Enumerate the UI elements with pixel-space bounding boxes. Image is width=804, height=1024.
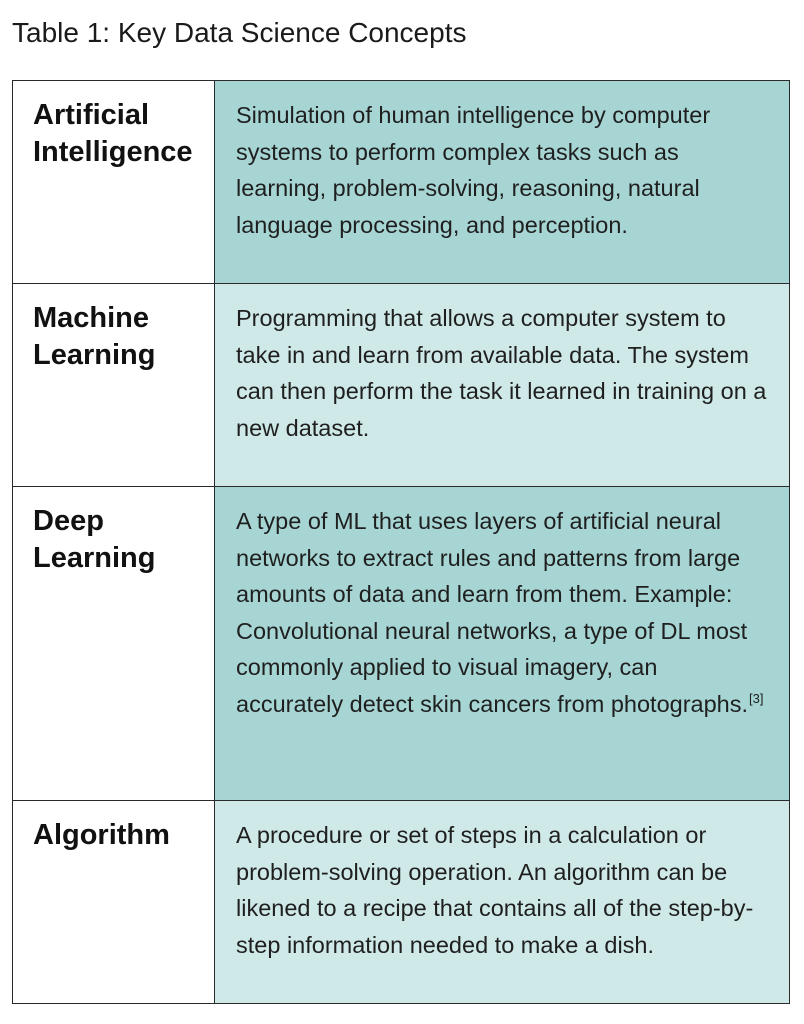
definition-cell	[215, 487, 790, 801]
term-cell	[13, 487, 215, 801]
term-cell	[13, 81, 215, 284]
table-row	[13, 81, 790, 284]
definition-text: Simulation of human intelligence by computer systems to perform complex tasks such as learning, problem-solving, reasoning, natural language processing, and perception.	[236, 102, 711, 238]
term-artificial-intelligence: Artificial Intelligence	[33, 99, 193, 168]
term-cell	[13, 284, 215, 487]
definition-text: A procedure or set of steps in a calculation or problem-solving operation. An algorithm can be likened to a recipe that contains all of the step-by-step information needed to make a dish.	[236, 822, 754, 958]
term-machine-learning: Machine Learning	[33, 302, 156, 371]
table-row	[13, 284, 790, 487]
term-algorithm: Algorithm	[33, 819, 170, 851]
table-caption: Table 1: Key Data Science Concepts	[12, 17, 467, 48]
definition-artificial-intelligence	[215, 81, 789, 243]
definition-cell	[215, 801, 790, 1004]
concepts-table	[12, 80, 790, 1004]
table-row	[13, 487, 790, 801]
table-row	[13, 801, 790, 1004]
definition-cell	[215, 81, 790, 284]
term-deep-learning: Deep Learning	[33, 505, 156, 574]
reference-superscript[interactable]: [3]	[749, 690, 764, 706]
term-cell	[13, 801, 215, 1004]
definition-deep-learning	[215, 487, 789, 722]
definition-algorithm	[215, 801, 789, 963]
definition-cell	[215, 284, 790, 487]
definition-text: A type of ML that uses layers of artificial neural networks to extract rules and patterns from large amounts of data and learn from them. Example: Convolutional neural networks, a type of DL most commonly applied to visual imagery, can accurately detect skin cancers from photographs.	[236, 508, 749, 717]
definition-machine-learning	[215, 284, 789, 446]
definition-text: Programming that allows a computer system to take in and learn from available data. The system can then perform the task it learned in training on a new dataset.	[236, 305, 767, 441]
